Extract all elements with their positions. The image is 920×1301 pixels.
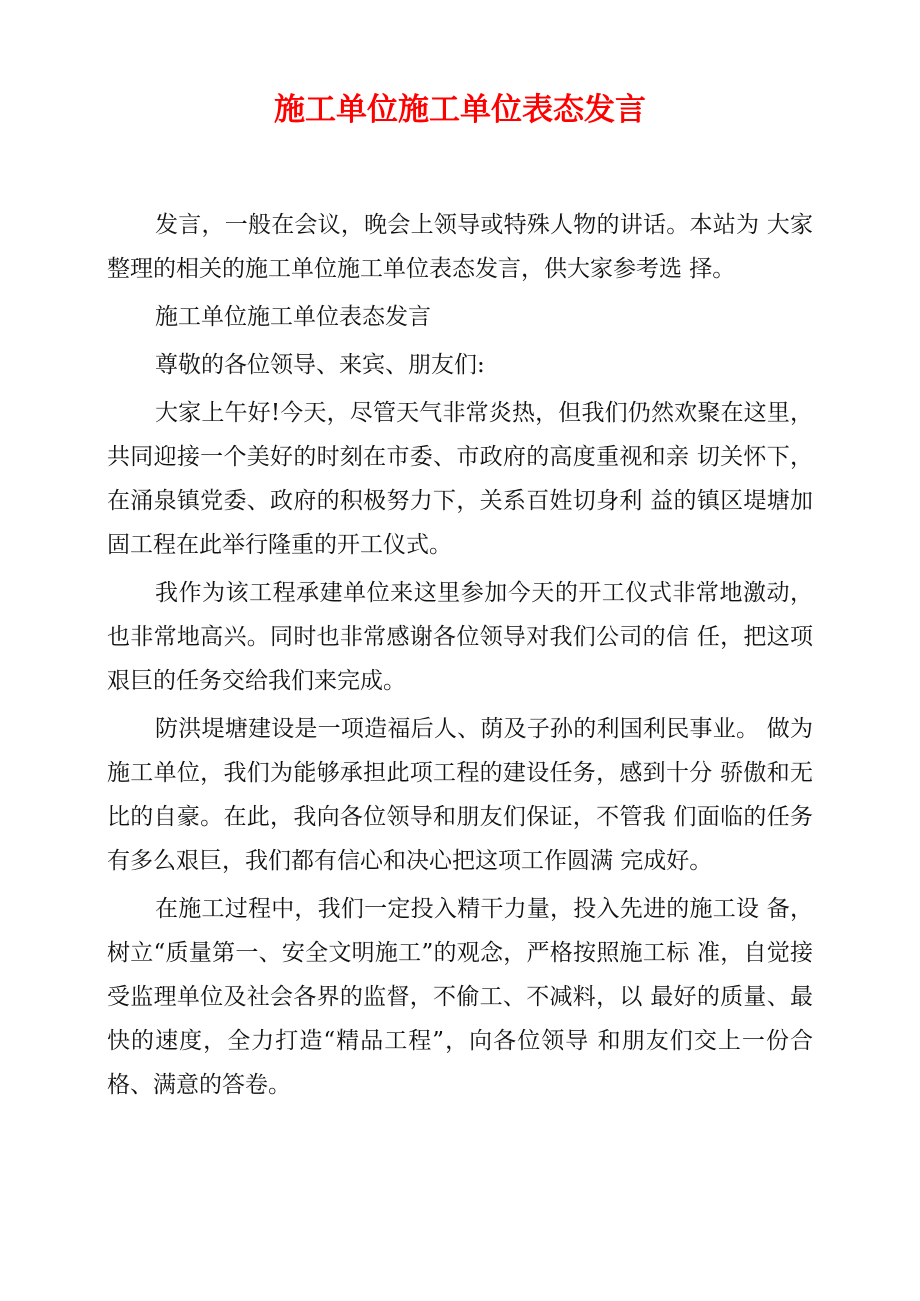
paragraph-salutation: 尊敬的各位领导、来宾、朋友们: xyxy=(155,352,485,378)
paragraph-gratitude: 我作为该工程承建单位来这里参加今天的开工仪式非常地激动，也非常地高兴。同时也非常感谢各位领导对我们公司的信 任，把这项艰巨的任务交给我们来完成。 xyxy=(107,580,813,694)
document-body xyxy=(107,203,813,1111)
paragraph-commitment: 防洪堤塘建设是一项造福后人、荫及子孙的利国利民事业。 做为施工单位，我们为能够承担此项工程的建设任务，感到十分 骄傲和无比的自豪。在此，我向各位领导和朋友们保证，不管我 们面临的任务有多么艰巨，我们都有信心和决心把这项工作圆满 完成好。 xyxy=(107,716,813,874)
paragraph-quality-pledge: 在施工过程中，我们一定投入精干力量，投入先进的施工设 备，树立“质量第一、安全文明施工”的观念，严格按照施工标 准，自觉接受监理单位及社会各界的监督，不偷工、不减料，以 最好的质量、最快的速度，全力打造“精品工程”，向各位领导 和朋友们交上一份合格、满意的答卷。 xyxy=(107,896,813,1098)
paragraph-greeting: 大家上午好!今天，尽管天气非常炎热，但我们仍然欢聚在这里，共同迎接一个美好的时刻在市委、市政府的高度重视和亲 切关怀下，在涌泉镇党委、政府的积极努力下，关系百姓切身利 益的镇区堤塘加固工程在此举行隆重的开工仪式。 xyxy=(107,400,813,558)
paragraph-subtitle: 施工单位施工单位表态发言 xyxy=(155,304,431,330)
document-title: 施工单位施工单位表态发言 xyxy=(274,92,646,128)
paragraph-intro: 发言，一般在会议，晚会上领导或特殊人物的讲话。本站为 大家整理的相关的施工单位施工单位表态发言，供大家参考选 择。 xyxy=(107,212,813,282)
